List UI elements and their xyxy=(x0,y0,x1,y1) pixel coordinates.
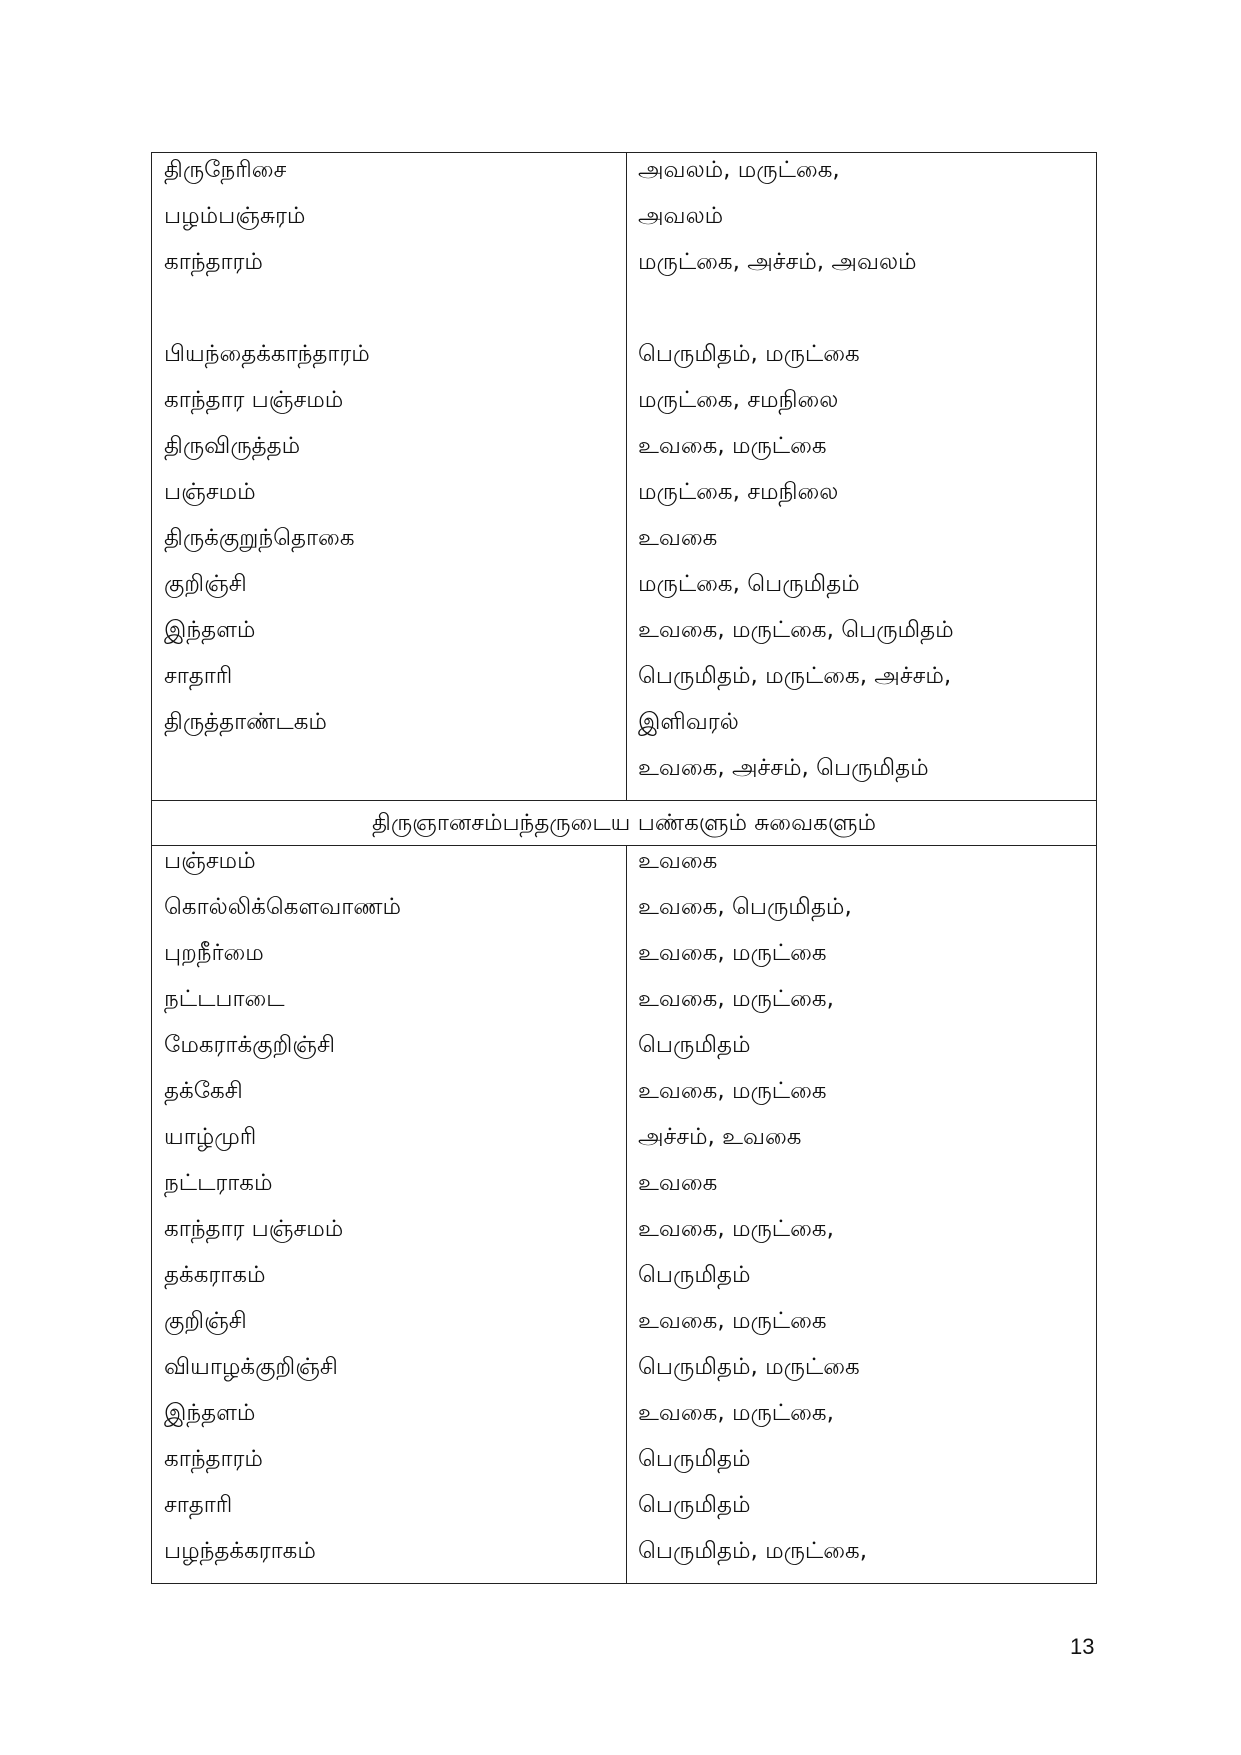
table-cell: பெருமிதம், மருட்கை, xyxy=(638,1538,868,1564)
table-cell: பெருமிதம் xyxy=(638,1446,751,1472)
table-cell: திருக்குறுந்தொகை xyxy=(164,525,355,551)
table-cell: மருட்கை, சமநிலை xyxy=(638,479,839,505)
table-cell: பெருமிதம், மருட்கை xyxy=(638,1354,860,1380)
table-cell: நட்டராகம் xyxy=(164,1170,273,1196)
table-cell: காந்தார பஞ்சமம் xyxy=(164,387,344,413)
table-cell: பெருமிதம் xyxy=(638,1492,751,1518)
table-cell: காந்தார பஞ்சமம் xyxy=(164,1216,344,1242)
pann-column-section1 xyxy=(164,147,370,791)
table-cell: உவகை xyxy=(638,848,718,874)
table-cell: பெருமிதம் xyxy=(638,1032,751,1058)
table-cell: சாதாரி xyxy=(164,663,233,689)
table-cell: பெருமிதம், மருட்கை, அச்சம், xyxy=(638,663,952,689)
table-cell: உவகை xyxy=(638,1170,718,1196)
table-cell: மேகராக்குறிஞ்சி xyxy=(164,1032,335,1058)
table-cell: உவகை, மருட்கை, xyxy=(638,1216,834,1242)
table-cell: மருட்கை, சமநிலை xyxy=(638,387,839,413)
table-cell: இளிவரல் xyxy=(638,709,739,735)
table-cell: உவகை, மருட்கை xyxy=(638,940,827,966)
table-cell: உவகை, மருட்கை, xyxy=(638,1400,834,1426)
table-cell: அச்சம், உவகை xyxy=(638,1124,802,1150)
column-divider-bottom xyxy=(626,846,627,1583)
column-divider-top xyxy=(626,153,627,800)
table-cell: புறநீர்மை xyxy=(164,940,264,966)
table-cell: உவகை, மருட்கை xyxy=(638,1308,827,1334)
table-cell: இந்தளம் xyxy=(164,617,256,643)
table-cell: பழந்தக்கராகம் xyxy=(164,1538,316,1564)
table-cell: குறிஞ்சி xyxy=(164,1308,247,1334)
table-cell: வியாழக்குறிஞ்சி xyxy=(164,1354,338,1380)
table-cell xyxy=(164,745,370,791)
table-cell: பஞ்சமம் xyxy=(164,848,256,874)
table-cell: பெருமிதம், மருட்கை xyxy=(638,341,860,367)
table-cell: தக்கேசி xyxy=(164,1078,243,1104)
table-cell: திருநேரிசை xyxy=(164,157,287,183)
table-cell: மருட்கை, அச்சம், அவலம் xyxy=(638,249,917,275)
table-cell: உவகை, மருட்கை, பெருமிதம் xyxy=(638,617,954,643)
table-cell: நட்டபாடை xyxy=(164,986,285,1012)
table-cell: அவலம், மருட்கை, xyxy=(638,157,840,183)
table-cell: மருட்கை, பெருமிதம் xyxy=(638,571,860,597)
table-cell: காந்தாரம் xyxy=(164,249,263,275)
table-cell: யாழ்முரி xyxy=(164,1124,257,1150)
pann-column-section2 xyxy=(164,838,401,1574)
table-cell: சாதாரி xyxy=(164,1492,233,1518)
table-cell: இந்தளம் xyxy=(164,1400,256,1426)
table-cell: குறிஞ்சி xyxy=(164,571,247,597)
table-cell: அவலம் xyxy=(638,203,724,229)
table-cell: காந்தாரம் xyxy=(164,1446,263,1472)
table-cell: உவகை xyxy=(638,525,718,551)
table-cell: உவகை, பெருமிதம், xyxy=(638,894,852,920)
table-cell: பியந்தைக்காந்தாரம் xyxy=(164,341,370,367)
table-cell: உவகை, அச்சம், பெருமிதம் xyxy=(638,755,929,781)
page-number: 13 xyxy=(1070,1634,1095,1659)
table-cell: உவகை, மருட்கை xyxy=(638,1078,827,1104)
table-cell: தக்கராகம் xyxy=(164,1262,266,1288)
table-cell: திருவிருத்தம் xyxy=(164,433,301,459)
pann-suvai-table xyxy=(151,152,1097,1584)
table-cell: பழம்பஞ்சுரம் xyxy=(164,203,306,229)
suvai-column-section2 xyxy=(638,838,867,1574)
section-heading: திருஞானசம்பந்தருடைய பண்களும் சுவைகளும் xyxy=(372,810,876,836)
table-cell: கொல்லிக்கௌவாணம் xyxy=(164,894,402,920)
table-cell: திருத்தாண்டகம் xyxy=(164,709,327,735)
suvai-column-section1 xyxy=(638,147,954,791)
table-cell xyxy=(638,285,954,331)
table-cell: பஞ்சமம் xyxy=(164,479,256,505)
table-cell xyxy=(164,285,370,331)
table-cell: பெருமிதம் xyxy=(638,1262,751,1288)
table-cell: உவகை, மருட்கை xyxy=(638,433,827,459)
table-cell: உவகை, மருட்கை, xyxy=(638,986,834,1012)
